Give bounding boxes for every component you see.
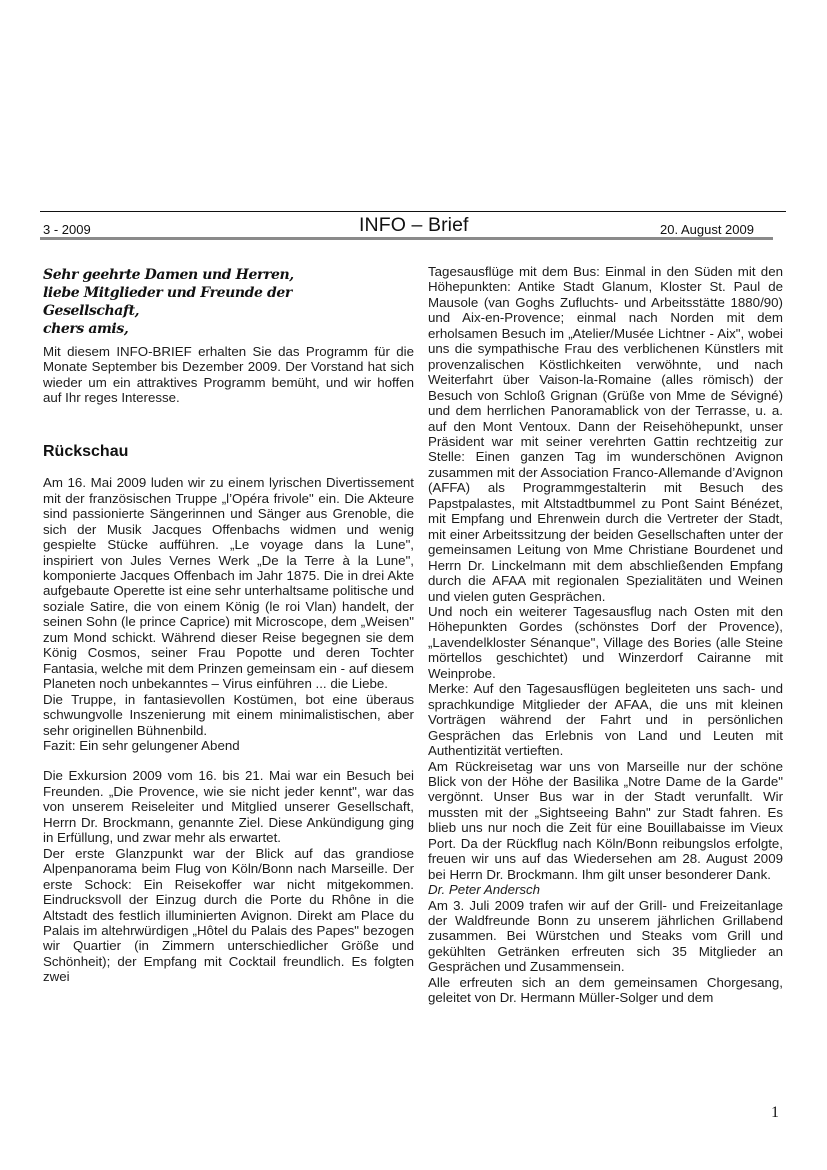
paragraph: Und noch ein weiterer Tagesausflug nach Osten mit den Höhepunkten Gordes (schönstes Dorf der Provence), „Lavendelkloster Sénanque", Village des Bories (alle Steine mörtellos geschichtet) und Winzerdorf Cairanne mit Weinprobe. xyxy=(428,603,783,681)
issue-number: 3 - 2009 xyxy=(43,222,91,237)
excursion-report xyxy=(43,768,414,984)
paragraph: Tagesausflüge mit dem Bus: Einmal in den Süden mit den Höhepunkten: Antike Stadt Glanum, Kloster St. Paul de Mausole (van Goghs Zufluchts- und Arbeitsstätte 1880/90) und Aix-en-Provence; einmal nach Norden mit dem erholsamen Besuch im „Atelier/Musée Lichtner - Aix", wobei uns die sympathische Frau des verblichenen Künstlers mit provenzalischen Köstlichkeiten verwöhnte, und nach Weiterfahrt über Vaison-la-Romaine (alles römisch) der Besuch von Schloß Grignan (Grüße von Mme de Sévigné) und dem herrlichen Panoramablick von der Terrasse, u. a. auf den Mont Ventoux. Dann der Reisehöhepunkt, unser Präsident war mit seiner verehrten Gattin rechtzeitig zur Stelle: Einen ganzen Tag im wunderschönen Avignon zusammen mit der Association Franco-Allemande d’Avignon (AFFA) als Programmgestalterin mit Besuch des Papstpalastes, mit Altstadtbummel zu Pont Saint Bénézet, mit Empfang und Ehrenwein durch die Vertreter der Stadt, mit einer Arbeitssitzung der beiden Gesellschaften unter der gemeinsamen Leitung von Mme Christiane Bourdenet und Herrn Dr. Linckelmann mit dem abschließenden Empfang durch die AFAA mit regionalen Spezialitäten und Weinen und vielen guten Gesprächen. xyxy=(428,264,783,604)
excursion-report-continued xyxy=(428,264,783,898)
grill-evening-report xyxy=(428,898,783,1006)
intro-paragraph: Mit diesem INFO-BRIEF erhalten Sie das Programm für die Monate September bis Dezember 2009. Der Vorstand hat sich wieder um ein attraktives Programm bemüht, und wir hoffen auf Ihr reges Interesse. xyxy=(43,344,414,406)
paragraph: Der erste Glanzpunkt war der Blick auf das grandiose Alpenpanorama beim Flug von Köln/Bonn nach Marseille. Der erste Schock: Ein Reisekoffer war nicht mitgekommen. Eindrucksvoll der Einzug durch die Porte du Rhône in die Altstadt des festlich illuminierten Avignon. Direkt am Place du Palais im altehrwürdigen „Hôtel du Palais des Papes" bezogen wir Quartier (in Zimmern unterschiedlicher Größe und Schönheit); der Empfang mit Cocktail freundlich. Es folgten zwei xyxy=(43,845,414,985)
section-heading: Rückschau xyxy=(43,442,129,460)
paragraph: Fazit: Ein sehr gelungener Abend xyxy=(43,737,240,753)
spacer xyxy=(43,753,414,768)
header-rule-top xyxy=(40,211,786,212)
salutation-line: liebe Mitglieder und Freunde der xyxy=(43,285,292,301)
salutation xyxy=(43,266,414,338)
paragraph: Merke: Auf den Tagesausflügen begleiteten uns sach- und sprachkundige Mitglieder der AFAA, die uns mit kleinen Vorträgen während der Fahrt und in persönlichen Gesprächen das Erlebnis von Land und Leuten mit Authentizität vertieften. xyxy=(428,681,783,759)
opera-review xyxy=(43,475,414,753)
page-number: 1 xyxy=(771,1104,779,1121)
paragraph: Alle erfreuten sich an dem gemeinsamen Chorgesang, geleitet von Dr. Hermann Müller-Solger und dem xyxy=(428,974,783,1006)
issue-date: 20. August 2009 xyxy=(660,222,754,237)
paragraph: Die Exkursion 2009 vom 16. bis 21. Mai war ein Besuch bei Freunden. „Die Provence, wie sie nicht jeder kennt", war das von unserem Reiseleiter und Mitglied unserer Gesellschaft, Herrn Dr. Brockmann, genannte Ziel. Diese Ankündigung ging in Erfüllung, und zwar mehr als erwartet. xyxy=(43,768,414,846)
salutation-line: Gesellschaft, xyxy=(43,303,140,319)
newsletter-title: INFO – Brief xyxy=(359,214,469,236)
paragraph: Die Truppe, in fantasievollen Kostümen, bot eine überaus schwungvolle Inszenierung mit einem minimalistischen, aber sehr originellen Bühnenbild. xyxy=(43,691,414,738)
left-column xyxy=(43,262,414,985)
right-column xyxy=(428,264,783,1006)
paragraph: Am 3. Juli 2009 trafen wir auf der Grill- und Freizeitanlage der Waldfreunde Bonn zu unserem jährlichen Grillabend zusammen. Bei Würstchen und Steaks vom Grill und gekühlten Getränken erfreuten sich 35 Mitglieder an Gesprächen und Zusammensein. xyxy=(428,897,783,975)
salutation-line: chers amis, xyxy=(43,321,129,337)
paragraph: Am 16. Mai 2009 luden wir zu einem lyrischen Divertissement mit der französischen Truppe „l’Opéra frivole" ein. Die Akteure sind passionierte Sängerinnen und Sänger aus Grenoble, die sich der Musik Jacques Offenbachs widmen und wenig gespielte Stücke aufführen. „Le voyage dans la Lune", inspiriert von Jules Vernes Werk „De la Terre à la Lune", komponierte Jacques Offenbach im Jahr 1875. Die in drei Akte aufgebaute Operette ist eine sehr unterhaltsame politische und soziale Satire, die von einem König (le roi Vlan) handelt, der seinen Sohn (le prince Caprice) mit Microscope, dem „Weisen" zum Mond schickt. Während dieser Reise begegnen sie dem König Cosmos, seiner Frau Popotte und deren Tochter Fantasia, welche mit dem Prinzen gemeinsam ein - auf diesem Planeten noch unbekanntes – Virus einführen ... die Liebe. xyxy=(43,475,414,692)
header-rule-bottom xyxy=(40,237,773,240)
author-signature: Dr. Peter Andersch xyxy=(428,882,541,898)
salutation-line: Sehr geehrte Damen und Herren, xyxy=(43,267,294,283)
paragraph: Am Rückreisetag war uns von Marseille nur der schöne Blick von der Höhe der Basilika „Notre Dame de la Garde" vergönnt. Unser Bus war in der Stadt verunfallt. Wir mussten mit der „Sightseeing Bahn" zur Stadt fahren. Es blieb uns nur noch die Zeit für eine Bouillabaisse im Vieux Port. Da der Rückflug nach Köln/Bonn reibungslos erfolgte, freuen wir uns auf das Wiedersehen am 28. August 2009 bei Herrn Dr. Brockmann. Ihm gilt unser besonderer Dank. xyxy=(428,758,783,882)
